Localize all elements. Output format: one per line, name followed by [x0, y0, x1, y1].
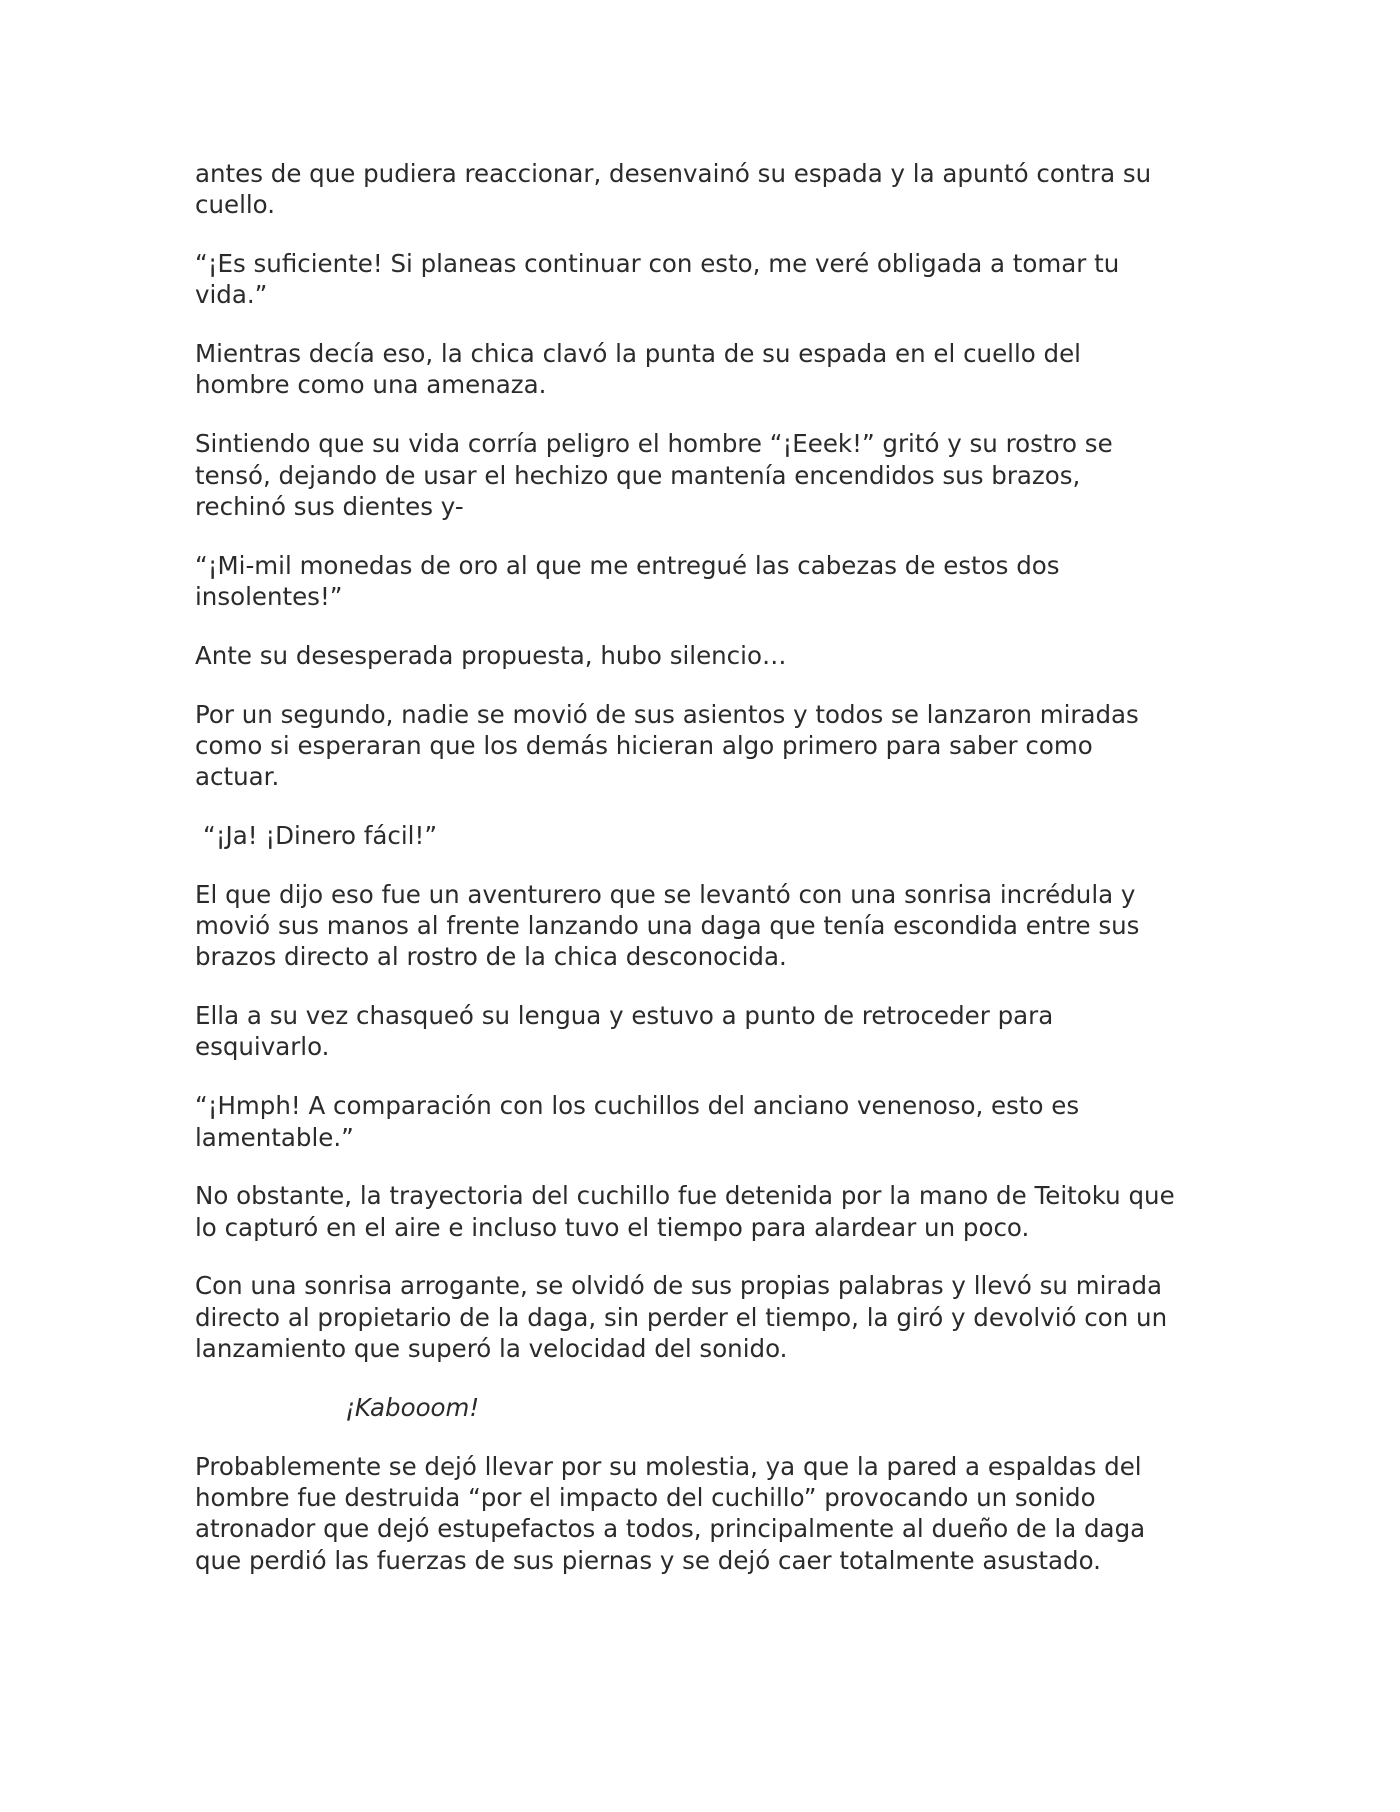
paragraph: antes de que pudiera reaccionar, desenvainó su espada y la apuntó contra su cuello.: [195, 159, 1152, 220]
paragraph: “¡Es suficiente! Si planeas continuar con esto, me veré obligada a tomar tu vida.”: [195, 249, 1120, 310]
paragraph: El que dijo eso fue un aventurero que se levantó con una sonrisa incrédula y movió sus manos al frente lanzando una daga que tenía escondida entre sus brazos directo al rostro de la chica desconocida.: [195, 879, 1140, 972]
paragraph: No obstante, la trayectoria del cuchillo fue detenida por la mano de Teitoku que lo capturó en el aire e incluso tuvo el tiempo para alardear un poco.: [195, 1181, 1175, 1242]
paragraph: “¡Ja! ¡Dinero fácil!”: [203, 820, 438, 850]
paragraph: “¡Mi-mil monedas de oro al que me entregué las cabezas de estos dos insolentes!”: [195, 550, 1060, 611]
paragraph: “¡Hmph! A comparación con los cuchillos del anciano venenoso, esto es lamentable.”: [195, 1091, 1080, 1152]
paragraph: Por un segundo, nadie se movió de sus asientos y todos se lanzaron miradas como si esperaran que los demás hicieran algo primero para saber como actuar.: [195, 699, 1139, 792]
paragraph: Ante su desesperada propuesta, hubo silencio…: [195, 640, 787, 670]
document-body: [195, 158, 1210, 1603]
paragraph: Probablemente se dejó llevar por su molestia, ya que la pared a espaldas del hombre fue destruida “por el impacto del cuchillo” provocando un sonido atronador que dejó estupefactos a todos, principalmente al dueño de la daga que perdió las fuerzas de sus piernas y se dejó caer totalmente asustado.: [195, 1451, 1146, 1575]
paragraph: Ella a su vez chasqueó su lengua y estuvo a punto de retroceder para esquivarlo.: [195, 1001, 1054, 1062]
paragraph: Con una sonrisa arrogante, se olvidó de sus propias palabras y llevó su mirada directo al propietario de la daga, sin perder el tiempo, la giró y devolvió con un lanzamiento que superó la velocidad del sonido.: [195, 1271, 1168, 1364]
paragraph: Sintiendo que su vida corría peligro el hombre “¡Eeek!” gritó y su rostro se tensó, dejando de usar el hechizo que mantenía encendidos sus brazos, rechinó sus dientes y-: [195, 429, 1113, 521]
sound-effect: ¡Kabooom!: [345, 1392, 480, 1422]
paragraph: Mientras decía eso, la chica clavó la punta de su espada en el cuello del hombre como una amenaza.: [195, 339, 1081, 400]
